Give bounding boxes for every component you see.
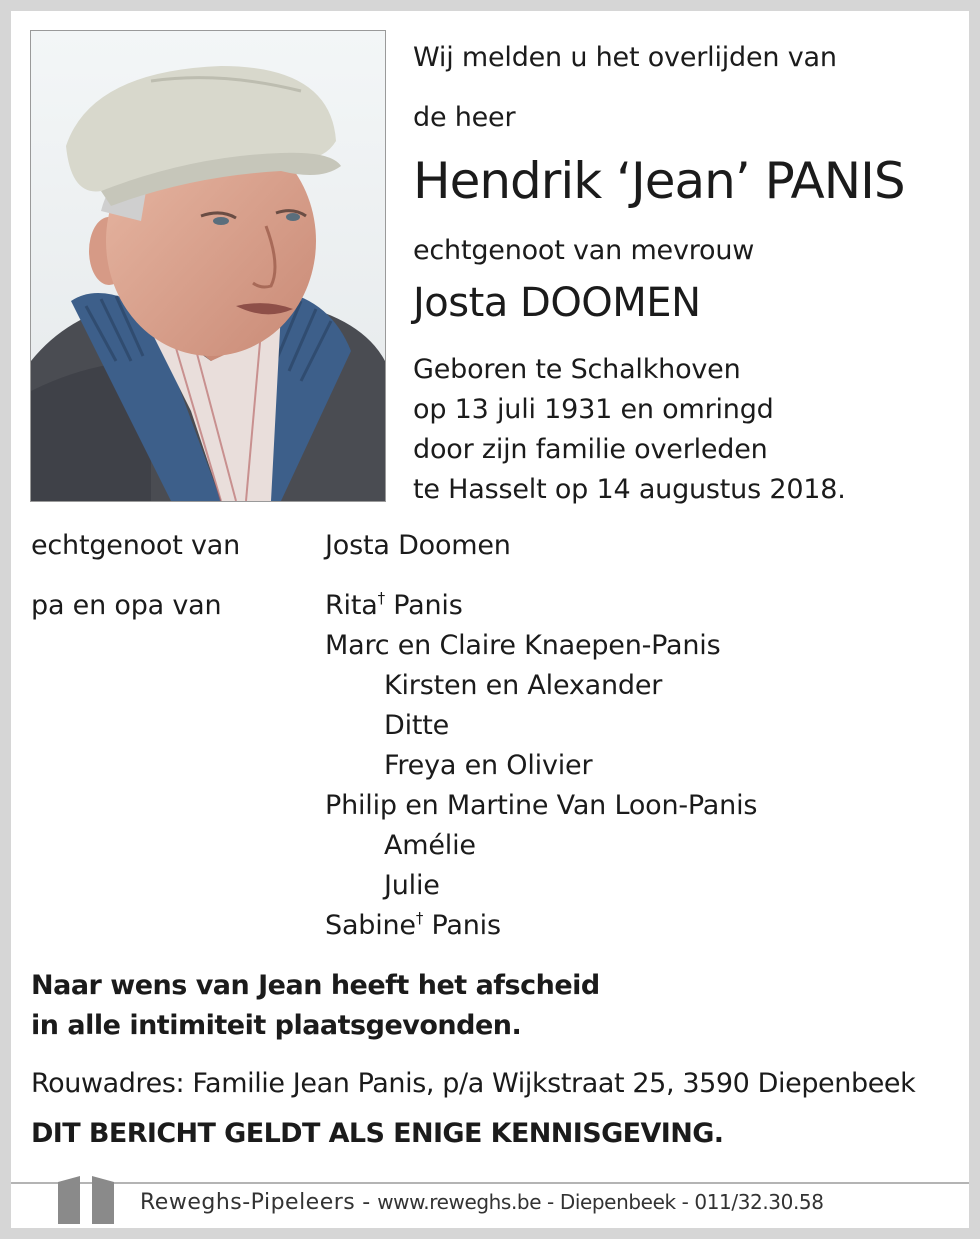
family-member: Freya en Olivier — [384, 750, 593, 781]
family-member: Ditte — [384, 710, 450, 741]
family-member: Amélie — [384, 830, 476, 861]
birth-line: te Hasselt op 14 augustus 2018. — [413, 474, 846, 505]
farewell-line: Naar wens van Jean heeft het afscheid — [31, 970, 600, 1001]
footer-divider — [11, 1182, 969, 1184]
notice-statement: DIT BERICHT GELDT ALS ENIGE KENNISGEVING. — [31, 1118, 724, 1149]
birth-line: Geboren te Schalkhoven — [413, 354, 741, 385]
dagger-mark: † — [415, 909, 424, 927]
family-member: Rita† Panis — [325, 589, 463, 621]
family-member: Kirsten en Alexander — [384, 670, 663, 701]
children-label: pa en opa van — [31, 590, 222, 621]
spouse-intro: echtgenoot van mevrouw — [413, 235, 755, 266]
spouse-label: echtgenoot van — [31, 530, 241, 561]
family-member: Sabine† Panis — [325, 909, 501, 941]
family-member: Marc en Claire Knaepen-Panis — [325, 630, 721, 661]
spouse-name: Josta DOOMEN — [413, 280, 701, 326]
farewell-line: in alle intimiteit plaatsgevonden. — [31, 1010, 522, 1041]
funeral-home-logo-icon — [58, 1172, 114, 1224]
title-line: de heer — [413, 102, 516, 133]
birth-line: op 13 juli 1931 en omringd — [413, 394, 774, 425]
birth-line: door zijn familie overleden — [413, 434, 768, 465]
dagger-mark: † — [377, 589, 385, 607]
company-name: Reweghs-Pipeleers — [140, 1190, 356, 1215]
mourning-address: Rouwadres: Familie Jean Panis, p/a Wijkstraat 25, 3590 Diepenbeek — [31, 1068, 916, 1099]
footer-contact: Reweghs-Pipeleers - www.reweghs.be - Diepenbeek - 011/32.30.58 — [140, 1190, 824, 1215]
deceased-name: Hendrik ‘Jean’ PANIS — [413, 152, 905, 210]
family-member: Julie — [384, 870, 440, 901]
portrait-photo — [30, 30, 386, 502]
intro-line: Wij melden u het overlijden van — [413, 42, 837, 73]
spouse-value: Josta Doomen — [325, 530, 511, 561]
family-member: Philip en Martine Van Loon-Panis — [325, 790, 758, 821]
company-contact: www.reweghs.be - Diepenbeek - 011/32.30.58 — [377, 1190, 824, 1214]
